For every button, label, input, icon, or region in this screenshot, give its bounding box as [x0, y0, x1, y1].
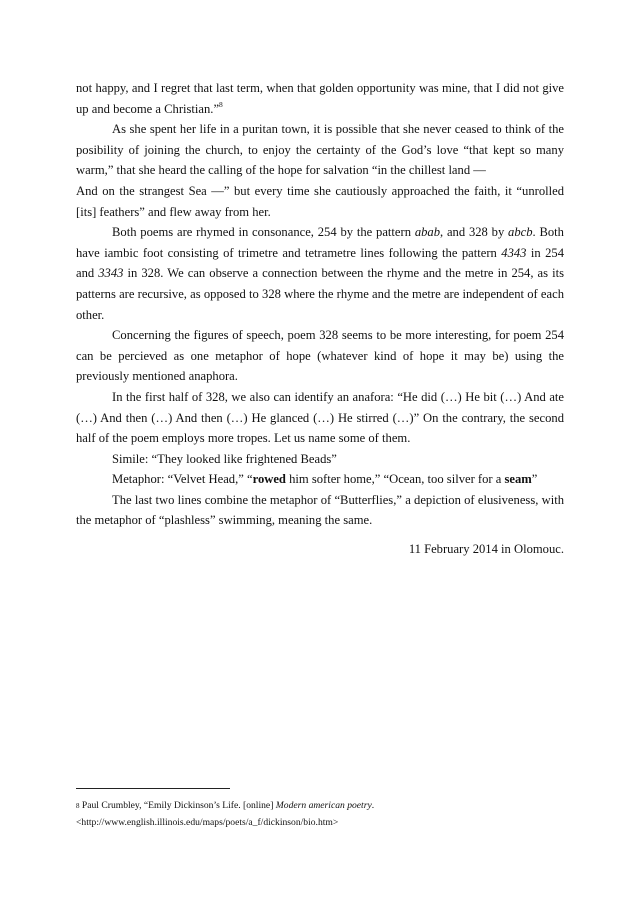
- metaphor-part-c: ”: [531, 472, 538, 487]
- metaphor-bold-seam: seam: [504, 472, 532, 487]
- paragraph-4: Concerning the figures of speech, poem 328 seems to be more interesting, for poem 254 can be percieved as one metaphor of hope (whatever kind of hope it may be) using the previously mentioned anaphora.: [76, 328, 564, 384]
- paragraph-5: In the first half of 328, we also can identify an anafora: “He did (…) He bit (…) And ate (…) And then (…) And then (…) He glanced (…) He stirred (…)” On the contrary, the second half of the poem employs more tropes. Let us name some of them.: [76, 389, 564, 446]
- paragraph-3-part-e: in 328. We can observe a connection between the rhyme and the metre in 254, as its patterns are recursive, as opposed to 328 where the rhyme and the metre are independent of each other.: [76, 266, 564, 322]
- metaphor-line: [76, 469, 564, 490]
- metaphor-part-b: him softer home,” “Ocean, too silver for a: [285, 472, 505, 487]
- paragraph-1: [76, 78, 564, 119]
- footnote-url: <http://www.english.illinois.edu/maps/poets/a_f/dickinson/bio.htm>: [76, 817, 339, 828]
- paragraph-2: [76, 119, 564, 222]
- simile-line: Simile: “They looked like frightened Beads”: [112, 451, 337, 466]
- footnote-period: .: [371, 800, 375, 811]
- paragraph-2-line-2: And on the strangest Sea —” but every time she cautiously approached the faith, it “unrolled [its] feathers” and flew away from her.: [76, 183, 564, 219]
- paragraph-1-text: not happy, and I regret that last term, when that golden opportunity was mine, that I did not give up and become a Christian.”: [76, 81, 564, 116]
- footnote-source: Modern american poetry: [275, 800, 372, 811]
- paragraph-3: [76, 222, 564, 325]
- footnote-citation: [76, 797, 564, 814]
- paragraph-8: The last two lines combine the metaphor of “Butterflies,” a depiction of elusiveness, with the metaphor of “plashless” swimming, meaning the same.: [76, 492, 564, 528]
- metaphor-bold-rowed: rowed: [252, 472, 286, 487]
- pattern-abcb: abcb: [508, 225, 533, 240]
- footnote-mark: 8: [76, 802, 80, 810]
- paragraph-3-part-d: in 254 and: [76, 245, 565, 281]
- pattern-4343: 4343: [501, 245, 527, 260]
- footnote-divider: [76, 788, 230, 789]
- pattern-abab: abab: [414, 225, 440, 240]
- footnote: [76, 797, 564, 831]
- footnote-author-text: Paul Crumbley, “Emily Dickinson’s Life. [online]: [79, 800, 276, 811]
- document-body: [76, 78, 564, 560]
- metaphor-part-a: Metaphor: “Velvet Head,” “: [112, 472, 253, 487]
- paragraph-2-text: As she spent her life in a puritan town, it is possible that she never ceased to think of the posibility of joining the church, to enjoy the certainty of the God’s love “that kept so many warm,” that she heard the calling of the hope for salvation “in the chillest land —: [76, 122, 564, 178]
- footnote-reference: 8: [219, 99, 223, 109]
- paragraph-3-part-c: . Both have iambic foot consisting of trimetre and tetrametre lines following the pattern: [76, 225, 564, 260]
- date-line: 11 February 2014 in Olomouc.: [408, 542, 564, 557]
- pattern-3343: 3343: [98, 266, 124, 281]
- paragraph-3-part-b: , and 328 by: [440, 225, 509, 240]
- paragraph-3-part-a: Both poems are rhymed in consonance, 254 by the pattern: [112, 225, 415, 240]
